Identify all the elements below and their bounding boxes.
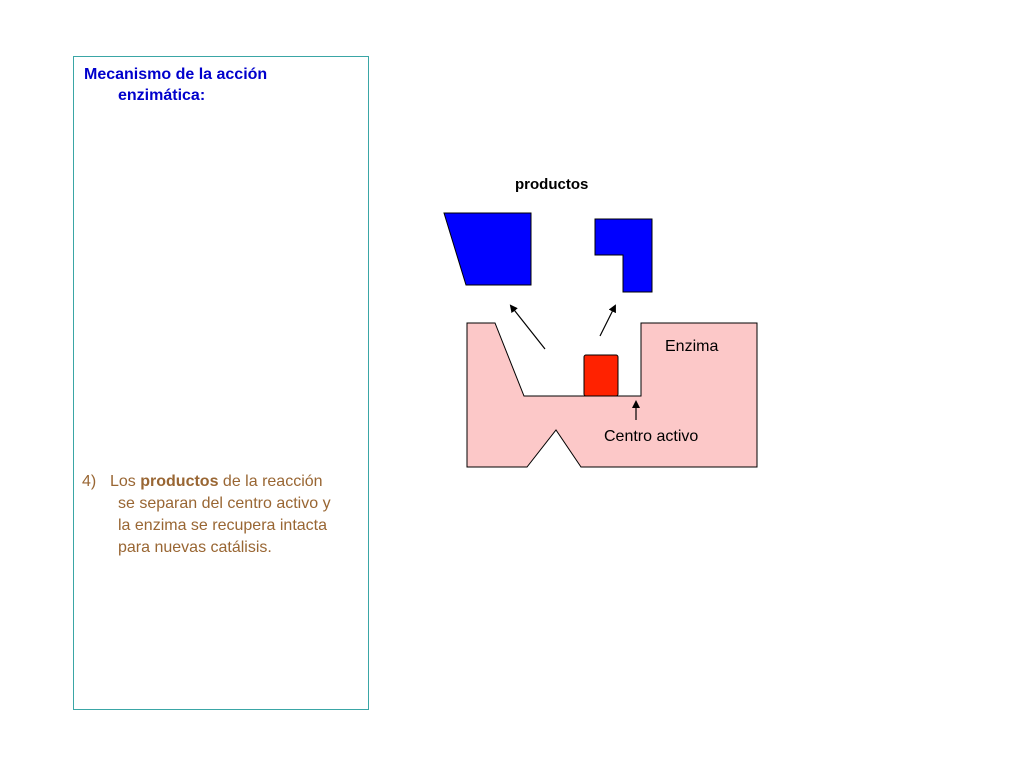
panel-title-line1: Mecanismo de la acción <box>84 66 268 83</box>
product-shape-left <box>444 213 531 285</box>
product-shape-right <box>595 219 652 292</box>
step-post: de la reacción <box>222 473 323 490</box>
arrow-to-right-product <box>600 306 615 336</box>
enzyme-label: Enzima <box>665 338 719 355</box>
step-line-2: se separan del centro activo y <box>118 495 331 512</box>
arrow-to-left-product <box>511 306 545 349</box>
step-number: 4) <box>82 473 97 490</box>
active-site-fragment <box>584 355 618 396</box>
step-bold-keyword: productos <box>140 473 219 490</box>
step-line-3: la enzima se recupera intacta <box>118 517 327 534</box>
step-line-4: para nuevas catálisis. <box>118 539 272 556</box>
step-pre: Los <box>110 473 136 490</box>
products-label: productos <box>515 176 589 193</box>
panel-title-line2: enzimática: <box>118 87 206 104</box>
active-site-label: Centro activo <box>604 428 699 445</box>
